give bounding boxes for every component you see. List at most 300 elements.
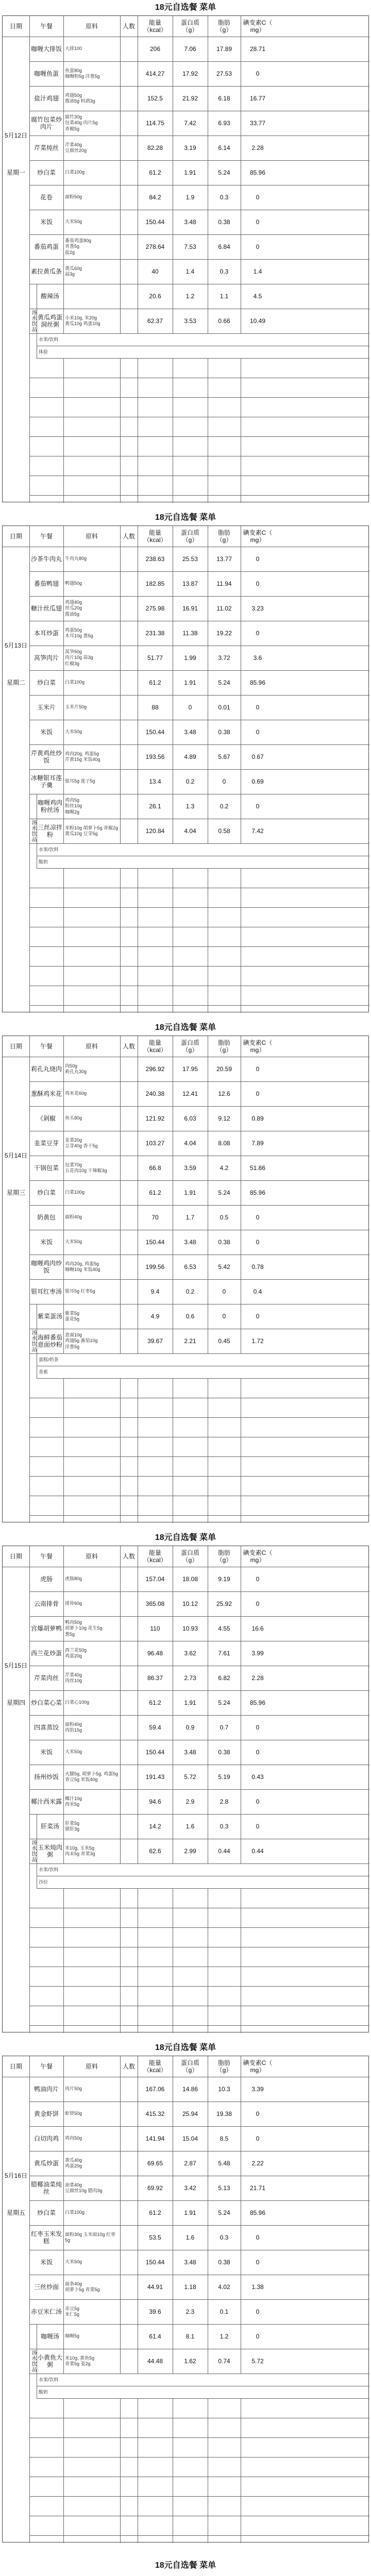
table-row-sodium: 0: [256, 193, 260, 201]
table-row-protein: 2.9: [185, 1798, 195, 1805]
table-row-ingredients: 椰汁10g 西米5g: [65, 1795, 82, 1807]
grid-line: [120, 1036, 121, 1353]
table-row-ingredients: 米10g, 黄鱼5g 青菜5g 姜2g: [65, 2355, 95, 2366]
table-row-protein: 5.72: [184, 1773, 196, 1781]
table-row-persons: [120, 646, 138, 670]
table-row-ingredients: 白菜100g: [65, 170, 85, 175]
table-row-dish: 海鲜番茄意面炒粉: [38, 1333, 63, 1348]
table-row-fat: 3.72: [218, 654, 230, 662]
table-row-ingredients: 芹菜40g 肉丝10g: [65, 1672, 82, 1683]
table-row-dish: 炒白菜: [37, 2209, 56, 2216]
table-row-dish: 芹黄鸡丝炒饭: [30, 749, 62, 764]
table-row-energy: 414.27: [145, 70, 165, 77]
grid-line: [29, 1417, 369, 1418]
table-row-fat: 5.19: [218, 1773, 230, 1781]
header-protein: 蛋白质 （g）: [180, 19, 199, 33]
table-row-energy: 150.44: [145, 1748, 165, 1756]
table-row-fat: 0.7: [220, 1723, 229, 1731]
table-row-dish: 咖喱鸡肉炒饭: [30, 1259, 62, 1274]
table-row-ingredients: 白菜100g: [65, 1190, 85, 1195]
table-row-ingredients: 大米50g: [65, 1749, 82, 1755]
header-dish: 午餐: [40, 1552, 53, 1560]
grid-line: [29, 1690, 369, 1691]
table-row-dish: 扬州炒饭: [33, 1773, 59, 1781]
table-row-ingredients: 紫菜5g 蛋花5g: [65, 1310, 80, 1321]
grid-line: [29, 1863, 369, 1864]
table-row-protein: 1.91: [184, 1699, 196, 1706]
grid-line: [29, 1927, 369, 1928]
day-section: [0, 1020, 371, 1535]
menu-title: 18元自选餐 菜单: [155, 1023, 216, 1032]
table-row-sodium: 0: [256, 2110, 260, 2117]
grid-line: [29, 135, 369, 136]
table-row-protein: 3.53: [184, 317, 196, 325]
table-row-fat: 1.1: [220, 292, 229, 300]
table-row-sodium: 2.28: [251, 144, 264, 151]
table-row-dish: 沙茶牛肉丸: [30, 555, 62, 563]
table-row-sodium: 3.23: [251, 604, 264, 612]
table-row-persons: [120, 86, 138, 111]
weekday-cell: 星期四: [6, 1699, 25, 1706]
table-row-ingredients: 黄瓜60g 蒜3g: [65, 265, 82, 277]
grid-line: [29, 670, 369, 671]
table-row-fat: 8.08: [218, 1139, 230, 1147]
table-row-dish: 红枣玉米发糕: [30, 2230, 62, 2245]
header-energy: 能量 （kcal）: [143, 19, 167, 33]
table-row-dish: 花卷: [40, 193, 53, 201]
table-row-fat: 9.19: [218, 1575, 230, 1583]
grid-line: [120, 2056, 121, 2374]
table-row-fat: 5.24: [218, 2209, 230, 2216]
grid-line: [29, 16, 30, 503]
grid-line: [29, 333, 369, 334]
table-row-persons: [120, 1329, 138, 1353]
table-row-protein: 1.9: [185, 193, 195, 201]
table-row-dish: 黄金虾饼: [33, 2110, 59, 2117]
table-row-fat: 0.2: [220, 802, 229, 810]
table-row-fat: 17.89: [216, 45, 232, 53]
note-row: 蛋糕/奶茶: [39, 1357, 59, 1362]
grid-line: [37, 2398, 369, 2399]
table-row-ingredients: 咖喱5g: [65, 2333, 80, 2339]
table-row-protein: 1.7: [185, 1213, 195, 1221]
menu-title: 18元自选餐 菜单: [155, 1533, 216, 1542]
table-row-energy: 59.4: [149, 1723, 161, 1731]
table-row-sodium: 85.96: [249, 1189, 266, 1196]
extra-row: 沙拉: [39, 1879, 48, 1885]
table-row-protein: 2.3: [185, 2308, 195, 2315]
table-row-persons: [120, 2349, 138, 2374]
table-row-energy: 110: [150, 1624, 160, 1632]
table-row-ingredients: 鸡肉20g, 鸡蛋5g 咖喱10g 米饭40g: [65, 1261, 100, 1272]
grid-line: [120, 1378, 121, 1523]
table-row-fat: 0.38: [218, 1238, 230, 1246]
table-row-fat: 0: [222, 1287, 226, 1295]
table-row-ingredients: 西兰花50g 鸡蛋20g: [65, 1647, 87, 1658]
extra-row: 香蕉: [39, 1369, 48, 1375]
header-protein: 蛋白质 （g）: [180, 529, 199, 544]
grid-line: [29, 1456, 369, 1457]
table-row-energy: 26.1: [149, 802, 161, 810]
table-row-protein: 10.93: [182, 1624, 198, 1632]
table-row-sodium: 0: [256, 1090, 260, 1097]
table-row-dish: 鸭油肉片: [33, 2085, 59, 2093]
grid-line: [63, 2398, 64, 2543]
table-row-ingredients: 银耳5g 莲子5g: [65, 778, 95, 784]
table-row-dish: 小黄鱼大粥: [38, 2353, 63, 2368]
table-row-energy: 70: [151, 1213, 159, 1221]
table-row-fat: 5.42: [218, 1263, 230, 1270]
table-row-fat: 6.84: [218, 243, 230, 250]
table-row-fat: 0.38: [218, 218, 230, 226]
header-ingredients: 原料: [85, 532, 98, 540]
table-row-protein: 0.6: [185, 1312, 195, 1320]
table-row-ingredients: 大米50g: [65, 729, 82, 735]
grid-line: [29, 1205, 369, 1206]
grid-line: [29, 946, 369, 947]
grid-line: [29, 2200, 369, 2201]
table-row-sodium: 1.38: [251, 2283, 264, 2291]
table-row-persons: [120, 1567, 138, 1591]
table-row-persons: [120, 571, 138, 596]
table-row-energy: 61.2: [149, 168, 161, 176]
table-row-fat: 5.24: [218, 1189, 230, 1196]
header-energy: 能量 （kcal）: [143, 2059, 167, 2074]
table-row-persons: [120, 621, 138, 646]
header-sodium: 碘变素C（ mg）: [243, 529, 273, 544]
table-row-dish: 腊椰油菜炖丝: [30, 2180, 62, 2195]
grid-line: [120, 1546, 121, 1863]
table-row-dish: 芹菜肉丝: [33, 1674, 59, 1682]
table-row-protein: 2.99: [184, 1847, 196, 1855]
table-row-energy: 9.4: [150, 1287, 160, 1295]
table-row-persons: [120, 794, 138, 819]
table-row-energy: 62.37: [147, 317, 163, 325]
table-row-energy: 86.37: [147, 1674, 163, 1682]
table-row-sodium: 0: [256, 1822, 260, 1830]
table-row-ingredients: 大米50g: [65, 219, 82, 225]
table-row-protein: 11.38: [182, 629, 198, 637]
table-row-dish: 盐汁鸡翅: [33, 94, 59, 102]
table-row-persons: [120, 819, 138, 843]
table-row-persons: [120, 37, 138, 61]
header-energy: 能量 （kcal）: [143, 529, 167, 544]
table-row-fat: 6.18: [218, 94, 230, 102]
table-row-fat: 0.44: [218, 1847, 230, 1855]
table-row-fat: 0.01: [218, 703, 230, 711]
table-row-energy: 44.91: [147, 2283, 163, 2291]
header-protein: 蛋白质 （g）: [180, 1039, 199, 1054]
header-date: 日期: [9, 22, 22, 30]
table-row-energy: 150.44: [145, 728, 165, 736]
table-row-sodium: 0: [256, 243, 260, 250]
grid-line: [29, 2225, 369, 2226]
header-fat: 脂肪 （g）: [216, 529, 232, 544]
table-row-ingredients: 鸡肉50g: [65, 2136, 82, 2141]
table-row-ingredients: 火腿5g, 胡萝卜5g, 鸡蛋5g 青豆5g 米饭40g: [65, 1771, 119, 1782]
table-row-dish: 莴笋肉片: [33, 654, 59, 662]
table-row-protein: 3.48: [184, 2258, 196, 2266]
table-row-persons: [120, 2225, 138, 2250]
note-row: 水果/饮料: [39, 336, 59, 342]
table-row-dish: 云南排骨: [33, 1600, 59, 1607]
grid-line: [29, 907, 369, 908]
table-row-protein: 8.1: [185, 2332, 195, 2340]
table-row-fat: 10.3: [218, 2085, 230, 2093]
table-row-persons: [120, 2126, 138, 2151]
header-sodium: 碘变素C（ mg）: [243, 1549, 273, 1564]
grid-line: [120, 868, 121, 1013]
header-fat: 脂肪 （g）: [216, 1039, 232, 1054]
table-row-sodium: 2.22: [251, 2159, 264, 2167]
table-row-energy: 415.32: [145, 2110, 165, 2117]
table-row-sodium: 85.96: [249, 679, 266, 686]
table-row-persons: [120, 1156, 138, 1180]
menu-table: [2, 526, 369, 1012]
table-row-protein: 0.2: [185, 1287, 195, 1295]
header-protein: 蛋白质 （g）: [180, 1549, 199, 1564]
table-row-protein: 16.91: [182, 604, 198, 612]
table-row-fat: 6.14: [218, 144, 230, 151]
header-ingredients: 原料: [85, 1042, 98, 1050]
table-row-persons: [120, 1740, 138, 1765]
header-fat: 脂肪 （g）: [216, 2059, 232, 2074]
date-cell: 5月13日: [4, 641, 28, 649]
table-row-energy: 238.63: [145, 555, 165, 563]
table-row-persons: [120, 160, 138, 185]
table-row-fat: 11.02: [216, 604, 232, 612]
table-row-dish: 西兰花炒蛋: [30, 1649, 62, 1657]
table-row-fat: 0.5: [220, 1213, 229, 1221]
table-row-dish: 芹菜炖丝: [33, 144, 59, 151]
table-row-sodium: 0.69: [251, 777, 264, 785]
table-row-persons: [120, 1666, 138, 1690]
table-row-energy: 193.56: [145, 753, 165, 760]
table-row-dish: 白切肉鸡: [33, 2134, 59, 2142]
table-row-dish: 肝菜汤: [40, 1822, 59, 1830]
table-row-dish: 腐竹包菜炒肉片: [30, 115, 62, 130]
table-row-ingredients: 鱼头80g: [65, 1115, 82, 1121]
table-row-protein: 3.62: [184, 1649, 196, 1657]
table-row-persons: [120, 210, 138, 234]
header-energy: 能量 （kcal）: [143, 1549, 167, 1564]
table-row-sodium: 85.96: [249, 168, 266, 176]
table-row-fat: 0.38: [218, 2258, 230, 2266]
table-row-sodium: 0: [256, 629, 260, 637]
table-row-protein: 7.42: [184, 119, 196, 127]
table-row-sodium: 0.78: [251, 1263, 264, 1270]
header-ingredients: 原料: [85, 1552, 98, 1560]
table-row-protein: 7.53: [184, 243, 196, 250]
table-row-dish: 银耳红枣汤: [30, 1287, 62, 1295]
table-row-protein: 21.92: [182, 94, 198, 102]
table-row-sodium: 0: [256, 802, 260, 810]
table-row-energy: 94.6: [149, 1798, 161, 1805]
table-row-dish: 酸辣汤: [40, 292, 59, 300]
header-dish: 午餐: [40, 532, 53, 540]
table-row-energy: 51.77: [147, 654, 163, 662]
table-row-energy: 69.92: [147, 2184, 163, 2192]
menu-table: [2, 1036, 369, 1522]
table-row-persons: [120, 2102, 138, 2126]
table-row-protein: 3.59: [184, 1164, 196, 1172]
trailing-title: 18元自选餐 菜单: [155, 2561, 216, 2570]
table-row-energy: 82.28: [147, 144, 163, 151]
table-row-protein: 1.6: [185, 1822, 195, 1830]
grid-line: [63, 1546, 64, 1863]
grid-line: [63, 1378, 64, 1523]
table-row-sodium: 10.49: [249, 317, 266, 325]
table-row-ingredients: 鸡蛋50g 木耳10g 葱5g: [65, 627, 93, 638]
table-row-persons: [120, 1789, 138, 1814]
table-row-dish: 炒白菜: [37, 679, 56, 686]
grid-line: [29, 843, 369, 844]
table-row-fat: 6.82: [218, 1674, 230, 1682]
header-sodium: 碘变素C（ mg）: [243, 1039, 273, 1054]
table-row-protein: 17.92: [182, 70, 198, 77]
table-row-sodium: 0.44: [251, 1847, 264, 1855]
table-row-dish: 赤豆米仁汤: [30, 2308, 62, 2315]
table-row-persons: [120, 1131, 138, 1156]
table-row-dish: 咖喱鸡肉粉丝汤: [38, 799, 63, 814]
table-row-dish: 三丝炒面: [33, 2283, 59, 2291]
table-row-fat: 2.8: [220, 1798, 229, 1805]
table-row-ingredients: 肉50g 莉孔丸30g: [65, 1063, 87, 1074]
table-row-fat: 4.02: [218, 2283, 230, 2291]
table-row-fat: 0.66: [218, 317, 230, 325]
table-row-ingredients: 面条40g 胡萝卜5g 青菜5g: [65, 2281, 100, 2292]
table-row-persons: [120, 2324, 138, 2349]
header-persons: 人数: [122, 2062, 135, 2070]
grid-line: [29, 160, 369, 161]
grid-line: [29, 1081, 369, 1082]
table-row-ingredients: 芹菜40g 豆腐丝20g: [65, 142, 87, 153]
table-row-fat: 20.59: [216, 1065, 232, 1073]
header-date: 日期: [9, 532, 22, 540]
table-row-energy: 275.98: [145, 604, 165, 612]
table-row-ingredients: 面粉40g: [65, 1214, 82, 1220]
table-row-energy: 66.8: [149, 1164, 161, 1172]
table-row-dish: 玉米炖肉粥: [38, 1843, 63, 1858]
menu-table: [2, 1546, 369, 2032]
table-row-protein: 3.48: [184, 1238, 196, 1246]
grid-line: [29, 2299, 369, 2300]
table-row-protein: 2.21: [184, 1337, 196, 1345]
table-row-ingredients: 包菜70g 五花肉10g 干辣椒3g: [65, 1162, 107, 1173]
header-date: 日期: [9, 2062, 22, 2070]
table-row-persons: [120, 670, 138, 695]
table-row-energy: 191.43: [145, 1773, 165, 1781]
table-row-persons: [120, 2176, 138, 2200]
table-row-ingredients: 大排100: [65, 46, 82, 52]
table-row-ingredients: 玉米片50g: [65, 704, 87, 710]
table-row-protein: 6.03: [184, 1114, 196, 1122]
table-row-ingredients: 赤豆5g 米仁5g: [65, 2306, 80, 2317]
menu-table: [2, 15, 369, 502]
table-row-fat: 4.2: [220, 1164, 229, 1172]
table-row-ingredients: 排骨60g: [65, 1601, 82, 1606]
table-row-persons: [120, 1081, 138, 1106]
table-row-protein: 3.48: [184, 218, 196, 226]
table-row-energy: 39.67: [147, 1337, 163, 1345]
table-row-fat: 0.3: [220, 267, 229, 275]
table-row-dish: 米饭: [40, 1748, 53, 1756]
grid-line: [29, 86, 369, 87]
table-row-energy: 167.06: [145, 2085, 165, 2093]
grid-line: [29, 769, 369, 770]
table-row-fat: 5.24: [218, 168, 230, 176]
menu-title: 18元自选餐 菜单: [155, 2043, 216, 2052]
header-dish: 午餐: [40, 2062, 53, 2070]
table-row-energy: 44.48: [147, 2357, 163, 2365]
table-row-energy: 40: [151, 267, 159, 275]
table-row-energy: 157.04: [145, 1575, 165, 1583]
note-row: 水果/饮料: [39, 1867, 59, 1872]
table-row-sodium: 0: [256, 1798, 260, 1805]
table-row-sodium: 0: [256, 218, 260, 226]
table-row-persons: [120, 547, 138, 571]
table-row-dish: 咖喱大排饭: [30, 45, 62, 53]
grid-line: [63, 358, 64, 503]
table-row-protein: 3.48: [184, 1748, 196, 1756]
table-row-fat: 5.48: [218, 2159, 230, 2167]
table-row-ingredients: 鸡米花60g: [65, 1091, 87, 1096]
grid-line: [29, 234, 369, 235]
grid-line: [29, 1279, 369, 1280]
table-row-energy: 199.56: [145, 1263, 165, 1270]
table-row-persons: [120, 309, 138, 333]
table-row-protein: 1.91: [184, 679, 196, 686]
table-row-energy: 206: [149, 45, 161, 53]
table-row-sodium: 1.4: [253, 267, 262, 275]
table-row-protein: 4.89: [184, 753, 196, 760]
table-row-persons: [120, 284, 138, 309]
table-row-protein: 10.12: [182, 1600, 198, 1607]
table-row-ingredients: 小米10g, 米20g 黄瓜10g 鸡蛋10g: [65, 315, 100, 326]
table-row-energy: 96.48: [147, 1649, 163, 1657]
note-row: 水果/饮料: [39, 846, 59, 852]
table-row-dish: 干锅包菜: [33, 1164, 59, 1172]
table-row-persons: [120, 1814, 138, 1839]
table-row-fat: 4.55: [218, 1624, 230, 1632]
table-row-ingredients: 鸭翅50g: [65, 581, 82, 586]
table-row-persons: [120, 695, 138, 720]
table-row-sodium: 0: [256, 1213, 260, 1221]
table-row-energy: 20.6: [149, 292, 161, 300]
grid-line: [120, 526, 121, 843]
table-row-ingredients: [63, 284, 120, 309]
header-persons: 人数: [122, 1042, 135, 1050]
table-row-protein: 14.86: [182, 2085, 198, 2093]
table-row-sodium: 4.5: [253, 292, 262, 300]
table-row-persons: [120, 111, 138, 135]
table-row-ingredients: 鸡肉5g 粉丝10g 咖喱2g: [65, 798, 82, 815]
table-row-protein: 1.18: [184, 2283, 196, 2291]
table-row-persons: [120, 744, 138, 769]
table-row-persons: [120, 1304, 138, 1329]
table-row-persons: [120, 1591, 138, 1616]
table-row-ingredients: 米10g, 玉米5g 肉末5g 青菜3g: [65, 1845, 95, 1856]
table-row-sodium: 2.28: [251, 1674, 264, 1682]
grid-line: [29, 1814, 369, 1815]
table-row-sodium: 0: [256, 1723, 260, 1731]
grid-line: [29, 61, 369, 62]
table-row-dish: 炒白菜心菜: [30, 1699, 62, 1706]
grid-line: [120, 358, 121, 503]
table-row-sodium: 0: [256, 2134, 260, 2142]
table-row-sodium: 28.71: [249, 45, 266, 53]
table-row-sodium: 0: [256, 580, 260, 587]
